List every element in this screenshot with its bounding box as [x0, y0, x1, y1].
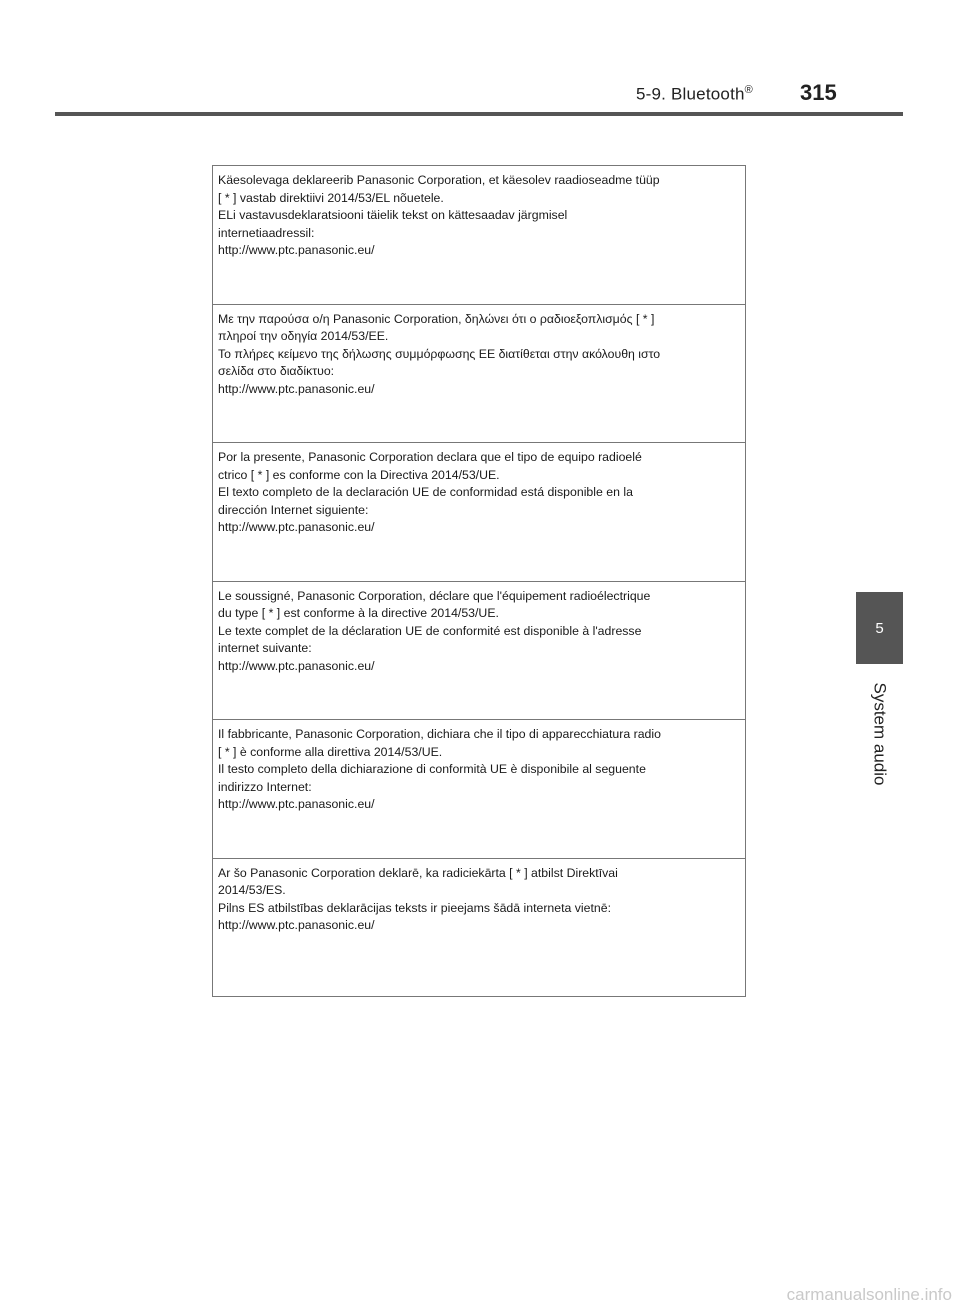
page-number: 315 [800, 80, 837, 105]
declaration-french: Le soussigné, Panasonic Corporation, déclare que l'équipement radioélectrique du type [ * ] est conforme à la directive 2014/53/UE. Le texte complet de la déclaration UE de conformité est disponible à l'adresse internet suivante: http://www.ptc.panasonic.eu/ [213, 582, 745, 721]
chapter-label-text: System audio [870, 682, 890, 786]
declaration-table [212, 165, 746, 997]
registered-mark: ® [744, 84, 753, 96]
chapter-label [856, 676, 903, 792]
declaration-greek: Με την παρούσα ο/η Panasonic Corporation, δηλώνει ότι ο ραδιοεξοπλισμός [ * ] πληροί την οδηγία 2014/53/ΕΕ. Το πλήρες κείμενο της δήλωσης συμμόρφωσης ΕΕ διατίθεται στην ακόλουθη ιστο σελίδα στο διαδίκτυο: http://www.ptc.panasonic.eu/ [213, 305, 745, 444]
chapter-number: 5 [875, 619, 884, 637]
declaration-latvian: Ar šo Panasonic Corporation deklarē, ka radiciekārta [ * ] atbilst Direktīvai 2014/53/ES. Pilns ES atbilstības deklarācijas teksts ir pieejams šādā interneta vietnē: http://www.ptc.panasonic.eu/ [218, 865, 618, 933]
chapter-tab[interactable] [856, 592, 903, 664]
watermark: carmanualsonline.info [786, 1285, 952, 1304]
declaration-estonian: Käesolevaga deklareerib Panasonic Corporation, et käesolev raadioseadme tüüp [ * ] vastab direktiivi 2014/53/EL nõuetele. ELi vastavusdeklaratsiooni täielik tekst on kättesaadav järgmisel internetiaadressil: http://www.ptc.panasonic.eu/ [213, 166, 745, 305]
section-title [636, 84, 753, 105]
section-title-text: 5-9. Bluetooth [636, 84, 745, 104]
declaration-italian: Il fabbricante, Panasonic Corporation, dichiara che il tipo di apparecchiatura radio [ * ] è conforme alla direttiva 2014/53/UE. Il testo completo della dichiarazione di conformità UE è disponibile al seguente indirizzo Internet: http://www.ptc.panasonic.eu/ [213, 720, 745, 859]
header-divider [55, 112, 903, 116]
declaration-spanish: Por la presente, Panasonic Corporation declara que el tipo de equipo radioelé ctrico [ * ] es conforme con la Directiva 2014/53/UE. El texto completo de la declaración UE de conformidad está disponible en la dirección Internet siguiente: http://www.ptc.panasonic.eu/ [213, 443, 745, 582]
